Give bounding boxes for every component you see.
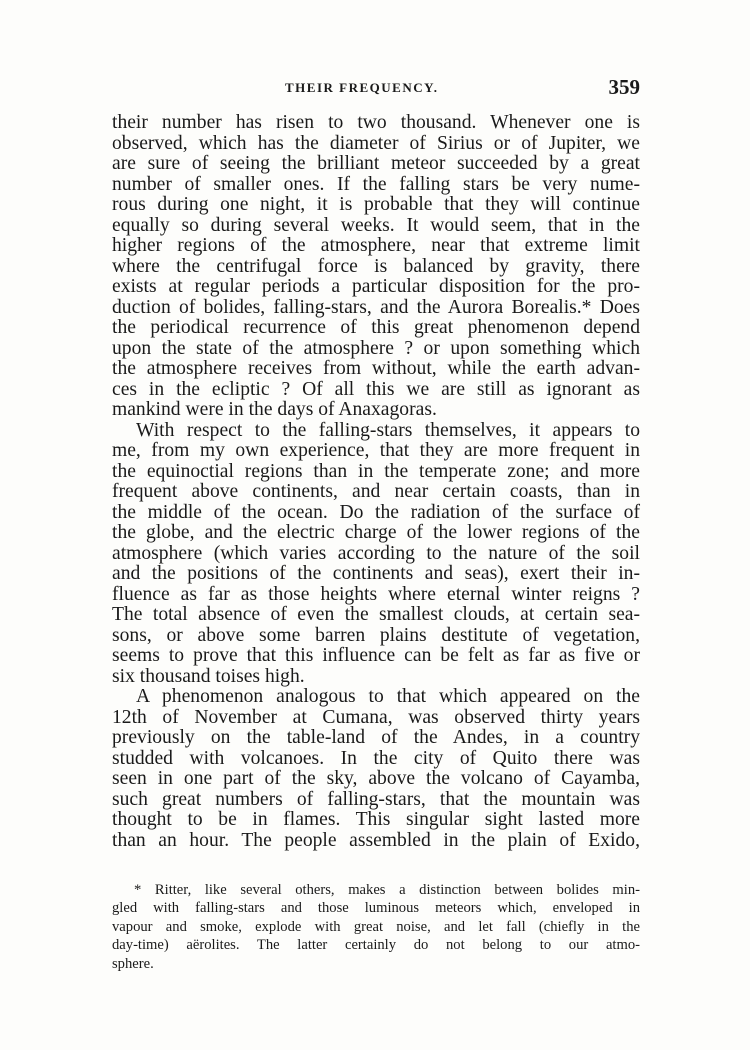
text-line: thought to be in flames. This singular sight lasted more <box>112 809 640 830</box>
running-head <box>110 75 640 104</box>
text-line: number of smaller ones. If the falling stars be very nume- <box>112 173 640 195</box>
text-line: fluence as far as those heights where eternal winter reigns ? <box>112 583 640 605</box>
text-line: upon the state of the atmosphere ? or upon something which <box>112 337 640 359</box>
text-line: me, from my own experience, that they are more frequent in <box>112 440 640 461</box>
text-line: six thousand toises high. <box>112 665 305 687</box>
footnote-line: gled with falling-stars and those luminous meteors which, enveloped in <box>112 900 640 917</box>
text-line: rous during one night, it is probable that they will continue <box>112 194 640 215</box>
footnote-line: vapour and smoke, explode with great noise, and let fall (chiefly in the <box>112 918 640 935</box>
text-line: exists at regular periods a particular disposition for the pro- <box>112 276 640 297</box>
text-line: frequent above continents, and near certain coasts, than in <box>112 481 640 502</box>
text-line: the globe, and the electric charge of the lower regions of the <box>112 522 640 543</box>
text-line: where the centrifugal force is balanced by gravity, there <box>112 255 640 277</box>
text-line: mankind were in the days of Anaxagoras. <box>112 399 437 420</box>
text-line: A phenomenon analogous to that which appeared on the <box>136 686 640 707</box>
page-number: 359 <box>608 75 640 99</box>
text-line: ces in the ecliptic ? Of all this we are still as ignorant as <box>112 378 640 400</box>
text-line: sons, or above some barren plains destitute of vegetation, <box>112 624 640 646</box>
text-line: The total absence of even the smallest clouds, at certain sea- <box>112 604 640 625</box>
text-line: With respect to the falling-stars themselves, it appears to <box>136 419 640 441</box>
text-line: 12th of November at Cumana, was observed thirty years <box>112 706 640 728</box>
text-line: observed, which has the diameter of Sirius or of Jupiter, we <box>112 132 640 154</box>
text-line: the equinoctial regions than in the temperate zone; and more <box>112 460 640 482</box>
text-line: duction of bolides, falling-stars, and the Aurora Borealis.* Does <box>112 296 640 318</box>
footnote-line: sphere. <box>112 955 154 972</box>
text-line: previously on the table-land of the Andes, in a country <box>112 727 640 748</box>
text-line: the periodical recurrence of this great phenomenon depend <box>112 317 640 338</box>
text-line: the atmosphere receives from without, while the earth advan- <box>112 358 640 379</box>
text-line: the middle of the ocean. Do the radiation of the surface of <box>112 501 640 523</box>
text-line: than an hour. The people assembled in the plain of Exido, <box>112 829 640 851</box>
text-line: their number has risen to two thousand. Whenever one is <box>112 112 640 133</box>
text-line: are sure of seeing the brilliant meteor succeeded by a great <box>112 153 640 174</box>
text-line: studded with volcanoes. In the city of Quito there was <box>112 747 640 769</box>
text-line: and the positions of the continents and seas), exert their in- <box>112 563 640 584</box>
footnote-line: day-time) aërolites. The latter certainly do not belong to our atmo- <box>112 937 640 954</box>
footnote-line: * Ritter, like several others, makes a distinction between bolides min- <box>134 882 640 898</box>
running-title: THEIR FREQUENCY. <box>285 80 439 95</box>
text-line: higher regions of the atmosphere, near that extreme limit <box>112 235 640 256</box>
text-line: atmosphere (which varies according to the nature of the soil <box>112 542 640 564</box>
text-line: equally so during several weeks. It would seem, that in the <box>112 214 640 236</box>
body-text <box>112 113 640 851</box>
text-line: seen in one part of the sky, above the volcano of Cayamba, <box>112 768 640 789</box>
footnote <box>112 881 640 973</box>
text-line: such great numbers of falling-stars, that the mountain was <box>112 788 640 810</box>
text-line: seems to prove that this influence can be felt as far as five or <box>112 645 640 666</box>
